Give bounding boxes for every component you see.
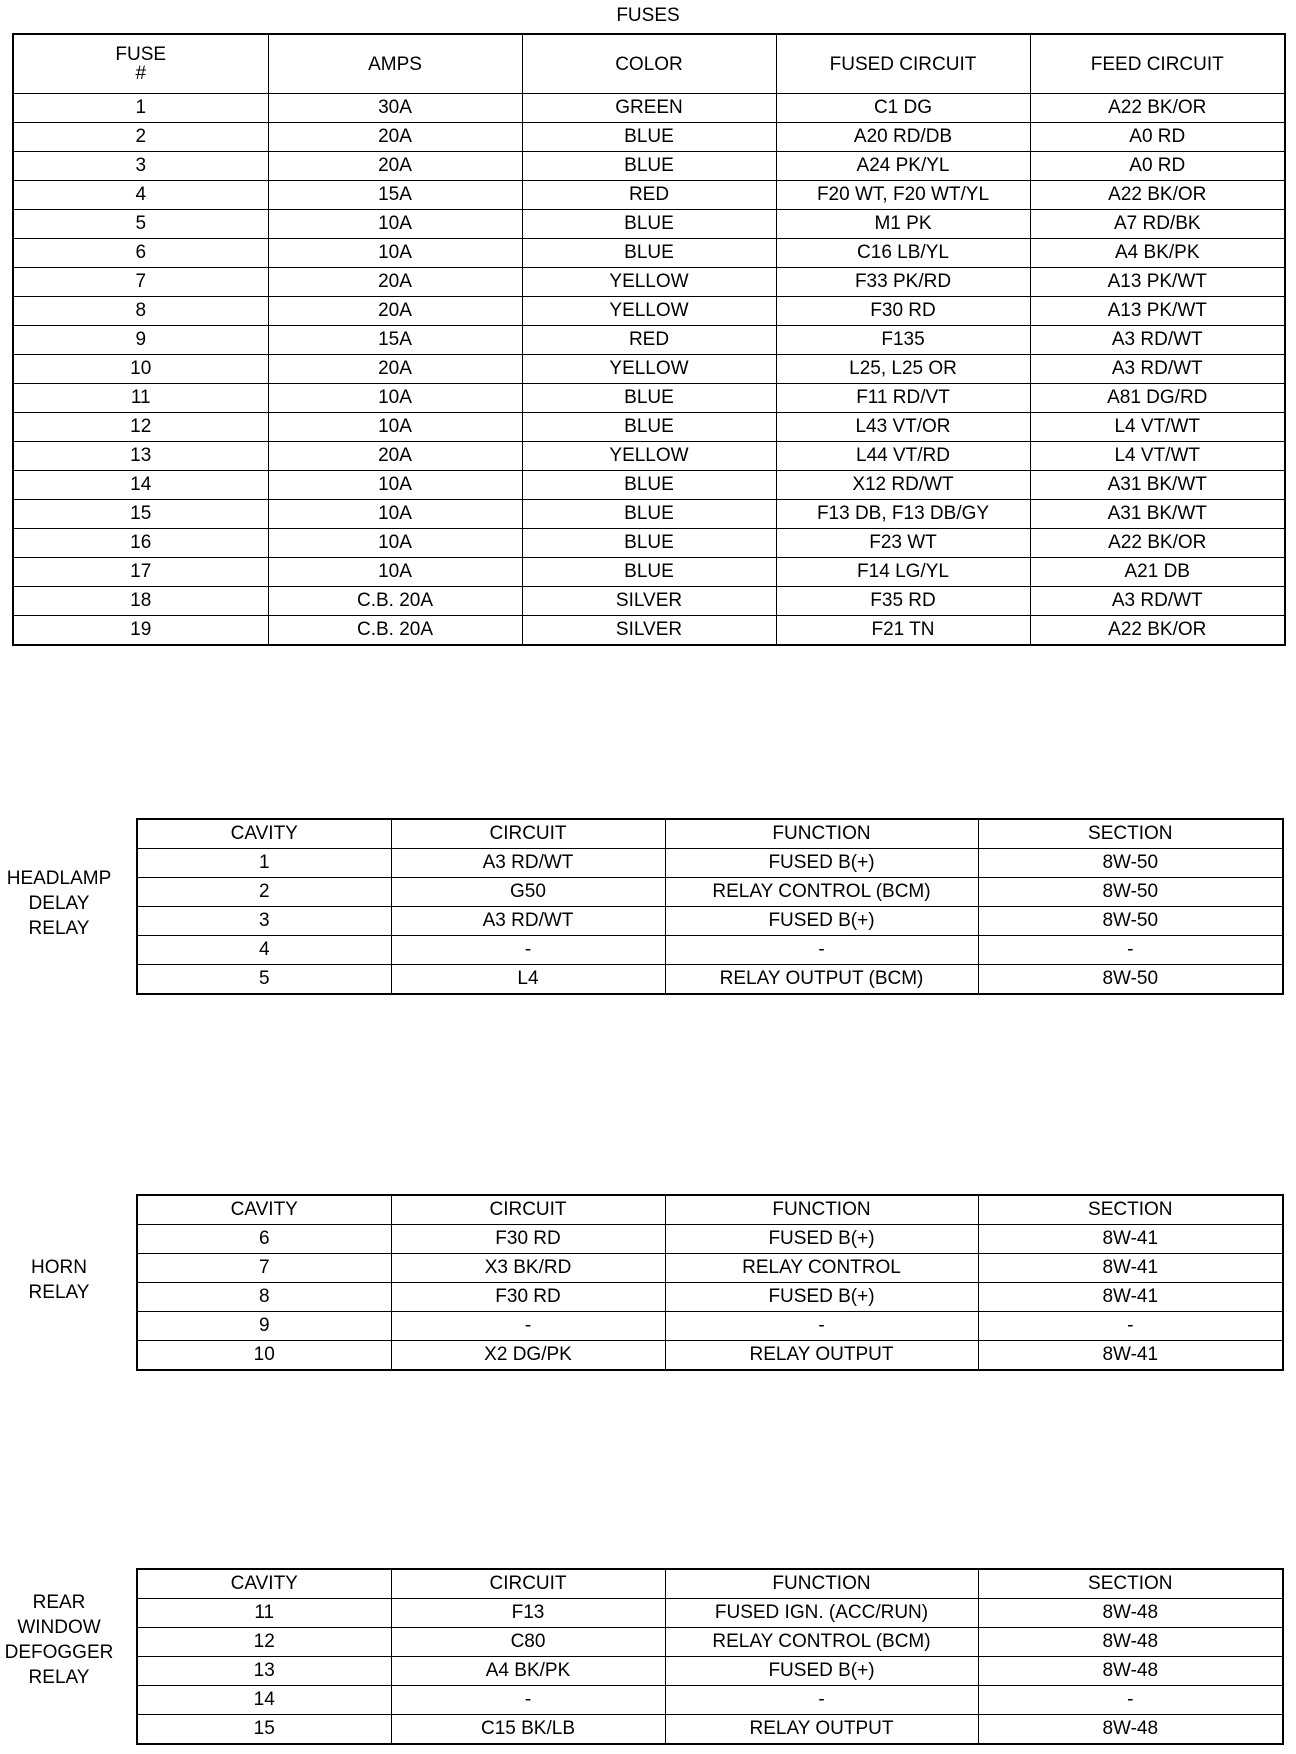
fused-circuit-cell: C16 LB/YL [776, 239, 1030, 268]
table-row [13, 239, 1285, 268]
fuse-number-cell: 14 [13, 471, 268, 500]
feed-circuit-cell: A3 RD/WT [1030, 326, 1285, 355]
function-cell: FUSED B(+) [665, 849, 978, 878]
section-cell: 8W-48 [978, 1628, 1283, 1657]
amps-cell: 20A [268, 123, 522, 152]
table-row [13, 297, 1285, 326]
table-row [137, 878, 1283, 907]
feed-circuit-header: FEED CIRCUIT [1030, 34, 1285, 94]
headlamp-relay-table [136, 818, 1284, 995]
amps-cell: 20A [268, 152, 522, 181]
table-row [13, 210, 1285, 239]
section-header: SECTION [978, 1569, 1283, 1599]
function-header: FUNCTION [665, 1195, 978, 1225]
section-cell: 8W-48 [978, 1715, 1283, 1745]
circuit-cell: A3 RD/WT [391, 849, 665, 878]
circuit-header: CIRCUIT [391, 1195, 665, 1225]
color-cell: YELLOW [522, 442, 776, 471]
color-cell: BLUE [522, 123, 776, 152]
section-cell: 8W-48 [978, 1599, 1283, 1628]
color-cell: YELLOW [522, 297, 776, 326]
function-cell: RELAY OUTPUT (BCM) [665, 965, 978, 995]
defogger-relay-body [137, 1599, 1283, 1745]
fuse-number-cell: 10 [13, 355, 268, 384]
function-header: FUNCTION [665, 1569, 978, 1599]
section-cell: - [978, 1312, 1283, 1341]
cavity-cell: 3 [137, 907, 391, 936]
fuse-header-line2: # [135, 63, 147, 84]
table-row [13, 326, 1285, 355]
function-cell: - [665, 1312, 978, 1341]
fuse-number-header [13, 34, 268, 94]
amps-header: AMPS [268, 34, 522, 94]
fuse-number-cell: 12 [13, 413, 268, 442]
circuit-cell: F30 RD [391, 1225, 665, 1254]
fuse-number-cell: 7 [13, 268, 268, 297]
fuse-number-cell: 6 [13, 239, 268, 268]
amps-cell: 10A [268, 239, 522, 268]
circuit-cell: - [391, 1686, 665, 1715]
table-row [13, 471, 1285, 500]
table-row [13, 616, 1285, 646]
label-line: REAR [32, 1592, 86, 1613]
fuse-number-cell: 16 [13, 529, 268, 558]
circuit-cell: L4 [391, 965, 665, 995]
color-cell: BLUE [522, 239, 776, 268]
fuse-number-cell: 13 [13, 442, 268, 471]
section-cell: 8W-48 [978, 1657, 1283, 1686]
table-row [13, 442, 1285, 471]
table-row [137, 1225, 1283, 1254]
section-cell: 8W-50 [978, 878, 1283, 907]
cavity-cell: 9 [137, 1312, 391, 1341]
cavity-cell: 5 [137, 965, 391, 995]
amps-cell: 10A [268, 500, 522, 529]
relay-header-row [137, 819, 1283, 849]
horn-relay-table [136, 1194, 1284, 1371]
table-row [13, 500, 1285, 529]
color-cell: BLUE [522, 529, 776, 558]
table-row [137, 965, 1283, 995]
fused-circuit-cell: A20 RD/DB [776, 123, 1030, 152]
fused-circuit-cell: C1 DG [776, 94, 1030, 123]
function-cell: FUSED B(+) [665, 1225, 978, 1254]
cavity-cell: 6 [137, 1225, 391, 1254]
fuse-number-cell: 8 [13, 297, 268, 326]
feed-circuit-cell: L4 VT/WT [1030, 442, 1285, 471]
table-row [13, 384, 1285, 413]
circuit-cell: X2 DG/PK [391, 1341, 665, 1371]
fuses-title: FUSES [616, 5, 680, 26]
amps-cell: 10A [268, 210, 522, 239]
table-row [13, 355, 1285, 384]
table-row [137, 1599, 1283, 1628]
amps-cell: 30A [268, 94, 522, 123]
circuit-cell: - [391, 1312, 665, 1341]
horn-relay-label [0, 1255, 118, 1305]
fuse-number-cell: 1 [13, 94, 268, 123]
section-cell: 8W-41 [978, 1283, 1283, 1312]
fuse-number-cell: 17 [13, 558, 268, 587]
feed-circuit-cell: A21 DB [1030, 558, 1285, 587]
fused-circuit-cell: F30 RD [776, 297, 1030, 326]
table-row [137, 849, 1283, 878]
fused-circuit-cell: F13 DB, F13 DB/GY [776, 500, 1030, 529]
feed-circuit-cell: A4 BK/PK [1030, 239, 1285, 268]
color-cell: SILVER [522, 587, 776, 616]
fused-circuit-cell: F14 LG/YL [776, 558, 1030, 587]
section-cell: 8W-50 [978, 907, 1283, 936]
circuit-cell: F13 [391, 1599, 665, 1628]
section-cell: 8W-50 [978, 965, 1283, 995]
cavity-cell: 8 [137, 1283, 391, 1312]
table-row [13, 587, 1285, 616]
fused-circuit-cell: F135 [776, 326, 1030, 355]
fused-circuit-cell: F21 TN [776, 616, 1030, 646]
fuses-table [12, 33, 1286, 646]
fused-circuit-header: FUSED CIRCUIT [776, 34, 1030, 94]
function-cell: RELAY OUTPUT [665, 1341, 978, 1371]
label-line: RELAY [28, 918, 90, 939]
table-row [137, 1254, 1283, 1283]
table-row [13, 152, 1285, 181]
cavity-header: CAVITY [137, 819, 391, 849]
cavity-cell: 4 [137, 936, 391, 965]
color-cell: SILVER [522, 616, 776, 646]
function-cell: FUSED B(+) [665, 907, 978, 936]
cavity-header: CAVITY [137, 1569, 391, 1599]
amps-cell: C.B. 20A [268, 587, 522, 616]
fuse-number-cell: 5 [13, 210, 268, 239]
circuit-cell: C80 [391, 1628, 665, 1657]
fuse-number-cell: 3 [13, 152, 268, 181]
fused-circuit-cell: F35 RD [776, 587, 1030, 616]
function-header: FUNCTION [665, 819, 978, 849]
label-line: DELAY [28, 893, 90, 914]
function-cell: - [665, 936, 978, 965]
defogger-relay-label [0, 1590, 118, 1690]
color-cell: BLUE [522, 558, 776, 587]
headlamp-relay-label [0, 866, 118, 941]
circuit-header: CIRCUIT [391, 1569, 665, 1599]
table-row [13, 94, 1285, 123]
amps-cell: 20A [268, 268, 522, 297]
feed-circuit-cell: A22 BK/OR [1030, 181, 1285, 210]
table-row [13, 413, 1285, 442]
color-cell: RED [522, 181, 776, 210]
section-cell: 8W-41 [978, 1254, 1283, 1283]
relay-header-row [137, 1195, 1283, 1225]
table-row [13, 529, 1285, 558]
cavity-header: CAVITY [137, 1195, 391, 1225]
fused-circuit-cell: F33 PK/RD [776, 268, 1030, 297]
relay-header-row [137, 1569, 1283, 1599]
color-cell: BLUE [522, 471, 776, 500]
section-header: SECTION [978, 819, 1283, 849]
table-row [13, 123, 1285, 152]
fuses-header-row [13, 34, 1285, 94]
function-cell: - [665, 1686, 978, 1715]
label-line: RELAY [28, 1282, 90, 1303]
circuit-cell: G50 [391, 878, 665, 907]
fused-circuit-cell: F11 RD/VT [776, 384, 1030, 413]
section-cell: - [978, 936, 1283, 965]
table-row [137, 1341, 1283, 1371]
table-row [137, 1628, 1283, 1657]
function-cell: RELAY CONTROL [665, 1254, 978, 1283]
horn-relay-body [137, 1225, 1283, 1371]
feed-circuit-cell: A0 RD [1030, 152, 1285, 181]
color-cell: BLUE [522, 210, 776, 239]
section-cell: 8W-41 [978, 1341, 1283, 1371]
feed-circuit-cell: A22 BK/OR [1030, 616, 1285, 646]
feed-circuit-cell: L4 VT/WT [1030, 413, 1285, 442]
amps-cell: 10A [268, 384, 522, 413]
color-cell: BLUE [522, 413, 776, 442]
cavity-cell: 14 [137, 1686, 391, 1715]
circuit-cell: - [391, 936, 665, 965]
amps-cell: 15A [268, 181, 522, 210]
table-row [137, 936, 1283, 965]
circuit-cell: F30 RD [391, 1283, 665, 1312]
fuse-number-cell: 11 [13, 384, 268, 413]
label-line: DEFOGGER [4, 1642, 114, 1663]
cavity-cell: 10 [137, 1341, 391, 1371]
amps-cell: 10A [268, 413, 522, 442]
fused-circuit-cell: L43 VT/OR [776, 413, 1030, 442]
cavity-cell: 7 [137, 1254, 391, 1283]
function-cell: RELAY OUTPUT [665, 1715, 978, 1745]
color-cell: BLUE [522, 152, 776, 181]
function-cell: FUSED IGN. (ACC/RUN) [665, 1599, 978, 1628]
circuit-cell: A3 RD/WT [391, 907, 665, 936]
circuit-cell: X3 BK/RD [391, 1254, 665, 1283]
feed-circuit-cell: A0 RD [1030, 123, 1285, 152]
fuse-number-cell: 15 [13, 500, 268, 529]
label-line: WINDOW [17, 1617, 101, 1638]
fused-circuit-cell: F20 WT, F20 WT/YL [776, 181, 1030, 210]
fused-circuit-cell: X12 RD/WT [776, 471, 1030, 500]
table-row [137, 1686, 1283, 1715]
fuse-number-cell: 2 [13, 123, 268, 152]
table-row [137, 1283, 1283, 1312]
section-cell: - [978, 1686, 1283, 1715]
amps-cell: 20A [268, 297, 522, 326]
table-row [13, 181, 1285, 210]
label-line: RELAY [28, 1667, 90, 1688]
color-cell: YELLOW [522, 268, 776, 297]
table-row [137, 1312, 1283, 1341]
function-cell: RELAY CONTROL (BCM) [665, 878, 978, 907]
fuse-number-cell: 18 [13, 587, 268, 616]
amps-cell: 10A [268, 529, 522, 558]
fused-circuit-cell: L25, L25 OR [776, 355, 1030, 384]
function-cell: RELAY CONTROL (BCM) [665, 1628, 978, 1657]
color-cell: GREEN [522, 94, 776, 123]
table-row [137, 907, 1283, 936]
fuses-body [13, 94, 1285, 646]
amps-cell: 10A [268, 558, 522, 587]
fuse-number-cell: 9 [13, 326, 268, 355]
color-cell: RED [522, 326, 776, 355]
amps-cell: 20A [268, 355, 522, 384]
cavity-cell: 11 [137, 1599, 391, 1628]
feed-circuit-cell: A3 RD/WT [1030, 587, 1285, 616]
feed-circuit-cell: A3 RD/WT [1030, 355, 1285, 384]
fused-circuit-cell: F23 WT [776, 529, 1030, 558]
table-row [137, 1715, 1283, 1745]
color-cell: BLUE [522, 384, 776, 413]
feed-circuit-cell: A22 BK/OR [1030, 94, 1285, 123]
section-cell: 8W-41 [978, 1225, 1283, 1254]
fuse-number-cell: 4 [13, 181, 268, 210]
amps-cell: C.B. 20A [268, 616, 522, 646]
feed-circuit-cell: A13 PK/WT [1030, 297, 1285, 326]
fuse-header-line1: FUSE [115, 44, 167, 65]
section-header: SECTION [978, 1195, 1283, 1225]
label-line: HORN [31, 1257, 87, 1278]
cavity-cell: 15 [137, 1715, 391, 1745]
feed-circuit-cell: A81 DG/RD [1030, 384, 1285, 413]
cavity-cell: 1 [137, 849, 391, 878]
feed-circuit-cell: A31 BK/WT [1030, 500, 1285, 529]
amps-cell: 20A [268, 442, 522, 471]
table-row [13, 558, 1285, 587]
cavity-cell: 12 [137, 1628, 391, 1657]
feed-circuit-cell: A13 PK/WT [1030, 268, 1285, 297]
color-header: COLOR [522, 34, 776, 94]
amps-cell: 10A [268, 471, 522, 500]
color-cell: BLUE [522, 500, 776, 529]
color-cell: YELLOW [522, 355, 776, 384]
table-row [137, 1657, 1283, 1686]
headlamp-relay-body [137, 849, 1283, 995]
circuit-header: CIRCUIT [391, 819, 665, 849]
fused-circuit-cell: A24 PK/YL [776, 152, 1030, 181]
fused-circuit-cell: L44 VT/RD [776, 442, 1030, 471]
function-cell: FUSED B(+) [665, 1657, 978, 1686]
circuit-cell: A4 BK/PK [391, 1657, 665, 1686]
fused-circuit-cell: M1 PK [776, 210, 1030, 239]
function-cell: FUSED B(+) [665, 1283, 978, 1312]
label-line: HEADLAMP [6, 868, 112, 889]
defogger-relay-table [136, 1568, 1284, 1745]
circuit-cell: C15 BK/LB [391, 1715, 665, 1745]
cavity-cell: 2 [137, 878, 391, 907]
feed-circuit-cell: A31 BK/WT [1030, 471, 1285, 500]
feed-circuit-cell: A22 BK/OR [1030, 529, 1285, 558]
amps-cell: 15A [268, 326, 522, 355]
fuse-number-cell: 19 [13, 616, 268, 646]
section-cell: 8W-50 [978, 849, 1283, 878]
feed-circuit-cell: A7 RD/BK [1030, 210, 1285, 239]
table-row [13, 268, 1285, 297]
cavity-cell: 13 [137, 1657, 391, 1686]
